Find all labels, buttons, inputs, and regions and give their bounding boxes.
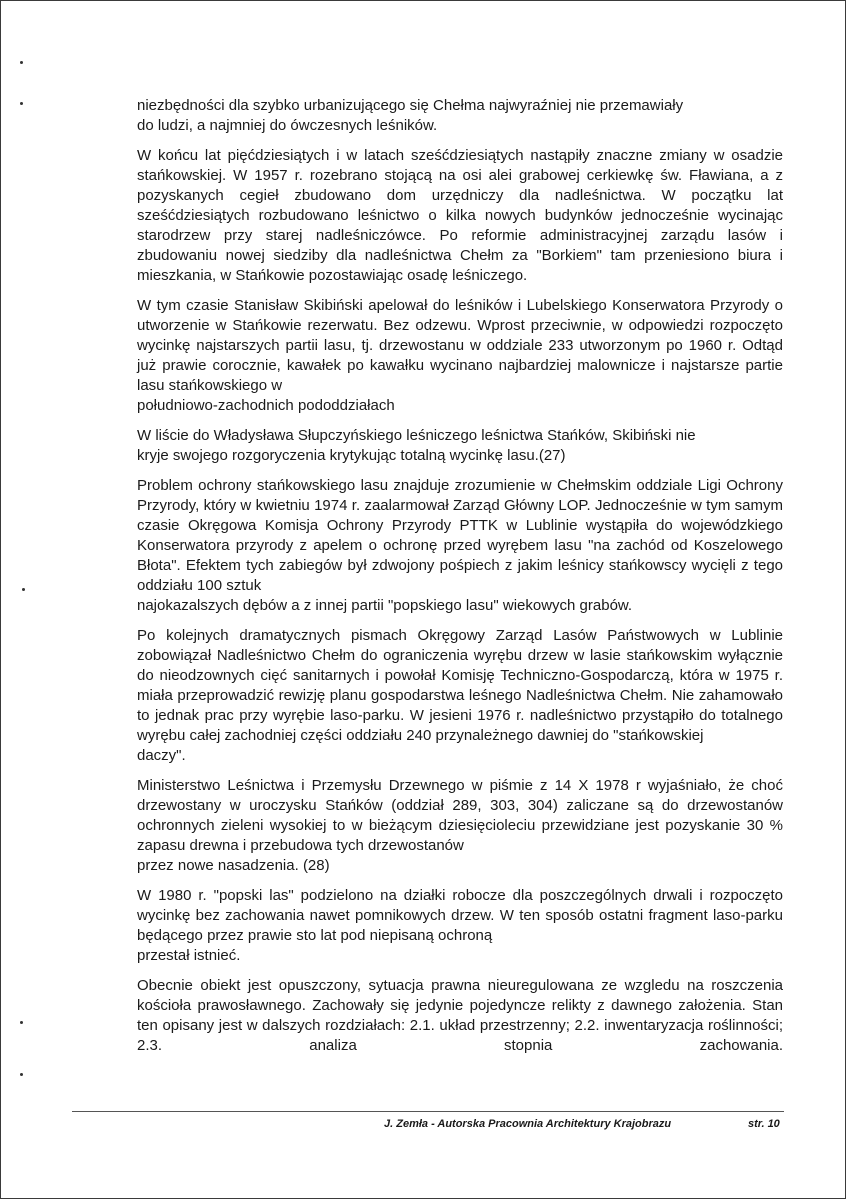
margin-dot [20, 1021, 23, 1024]
paragraph: niezbędności dla szybko urbanizującego się Chełma najwyraźniej nie przemawiały do ludzi, a najmniej do ówczesnych leśników. [137, 97, 684, 134]
margin-dot [20, 102, 23, 105]
footer-author: J. Zemła - Autorska Pracownia Architektury Krajobrazu [384, 1118, 672, 1130]
paragraph: Ministerstwo Leśnictwa i Przemysłu Drzewnego w piśmie z 14 X 1978 r wyjaśniało, że choć drzewostany w uroczysku Stańków (oddział 289, 303, 304) zaliczane są do drzewostanów ochronnych zieleni wysokiej to w bieżącym dziesięcioleciu przewidziane jest pozyskanie 30 % zapasu drewna i przebudowa tych drzewostanów przez nowe nasadzenia. (28) [137, 777, 783, 874]
footer-divider [72, 1111, 784, 1112]
margin-dot [22, 588, 25, 591]
paragraph: Po kolejnych dramatycznych pismach Okręgowy Zarząd Lasów Państwowych w Lublinie zobowiązał Nadleśnictwo Chełm do ograniczenia wyrębu drzew w lasie stańkowskim wyłącznie do nieodzownych cięć sanitarnych i powołał Komisję Techniczno-Gospodarczą, która w 1975 r. miała przeprowadzić rewizję planu gospodarstwa leśnego Nadleśnictwa Chełm. Nie zahamowało to jednak prac przy wyrębie laso-parku. W jesieni 1976 r. nadleśnictwo przystąpiło do totalnego wyrębu całej zachodniej części oddziału 240 przynależnego dawniej do "stańkowskiej daczy". [137, 627, 783, 764]
document-body [137, 96, 783, 1066]
page-number: str. 10 [748, 1118, 780, 1130]
paragraph: W liście do Władysława Słupczyńskiego leśniczego leśnictwa Stańków, Skibiński nie kryje swojego rozgoryczenia krytykując totalną wycinkę lasu.(27) [137, 427, 696, 464]
paragraph: W 1980 r. "popski las" podzielono na działki robocze dla poszczególnych drwali i rozpoczęto wycinkę bez zachowania nawet pomnikowych drzew. W ten sposób ostatni fragment laso-parku będącego przez prawie sto lat pod niepisaną ochroną przestał istnieć. [137, 887, 783, 964]
paragraph: W tym czasie Stanisław Skibiński apelował do leśników i Lubelskiego Konserwatora Przyrody o utworzenie w Stańkowie rezerwatu. Bez odzewu. Wprost przeciwnie, w odpowiedzi rozpoczęto wycinkę najstarszych partii lasu, tj. drzewostanu w oddziale 233 utworzonym po 1960 r. Odtąd już prawie corocznie, kawałek po kawałku wycinano najbardziej malownicze i najstarsze partie lasu stańkowskiego w południowo-zachodnich pododdziałach [137, 297, 783, 414]
paragraph: Obecnie obiekt jest opuszczony, sytuacja prawna nieuregulowana ze wzgledu na roszczenia kościoła prawosławnego. Zachowały się jedynie pojedyncze relikty z dawnego założenia. Stan ten opisany jest w dalszych rozdziałach: 2.1. układ przestrzenny; 2.2. inwentaryzacja roślinności; 2.3. analiza stopnia zachowania. [137, 977, 783, 1054]
margin-dot [20, 1073, 23, 1076]
paragraph: W końcu lat pięćdziesiątych i w latach sześćdziesiątych nastąpiły znaczne zmiany w osadzie stańkowskiej. W 1957 r. rozebrano stojącą na osi alei grabowej cerkiewkę św. Fławiana, a z pozyskanych cegieł zbudowano dom urzędniczy dla nadleśnictwa. W początku lat sześćdziesiątych rozbudowano leśnictwo o kilka nowych budynków jednocześnie wycinając starodrzew przy starej nadleśniczówce. Po reformie administracyjnej zarządu lasów i zbudowaniu nowej siedziby dla nadleśnictwa Chełm za "Borkiem" tam przeniesiono biura i mieszkania, w Stańkowie pozostawiając osadę leśniczego. [137, 147, 783, 284]
paragraph: Problem ochrony stańkowskiego lasu znajduje zrozumienie w Chełmskim oddziale Ligi Ochrony Przyrody, który w kwietniu 1974 r. zaalarmował Zarząd Główny LOP. Jednocześnie w tym samym czasie Okręgowa Komisja Ochrony Przyrody PTTK w Lublinie wystąpiła do wojewódzkiego Konserwatora przyrody z apelem o ochronę przed wyrębem lasu "na zachód od Koszelowego Błota". Efektem tych zabiegów był zdwojony pośpiech z jakim leśnicy stańkowscy wycięli z tego oddziału 100 sztuk najokazalszych dębów a z innej partii "popskiego lasu" wiekowych grabów. [137, 477, 783, 614]
margin-dot [20, 61, 23, 64]
